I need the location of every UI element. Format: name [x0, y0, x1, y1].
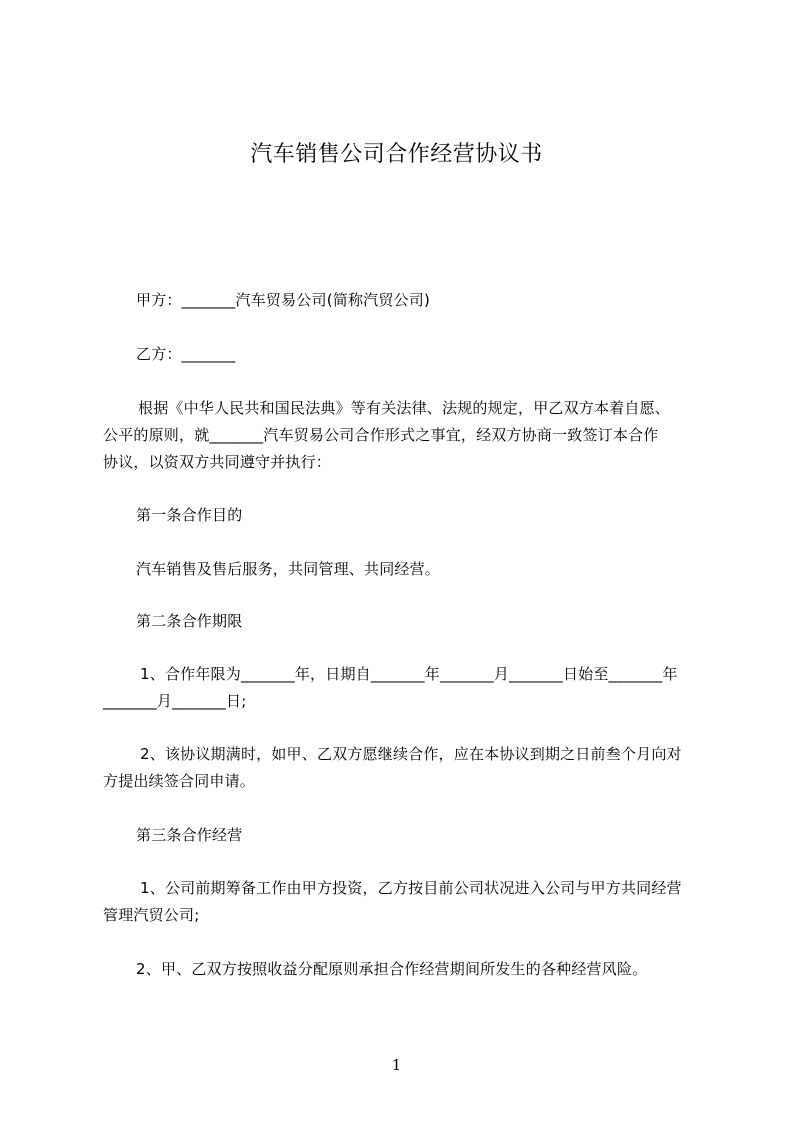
- article-3-item-2: 2、甲、乙双方按照收益分配原则承担合作经营期间所发生的各种经营风险。: [136, 960, 648, 978]
- article-2-item-1-line-2: _______月_______日;: [103, 692, 247, 710]
- preamble-line-3: 协议，以资双方共同遵守并执行：: [103, 453, 332, 471]
- article-1-body: 汽车销售及售后服务，共同管理、共同经营。: [136, 560, 441, 578]
- article-2-item-2-line-1: 2、该协议期满时，如甲、乙双方愿继续合作，应在本协议到期之日前叁个月向对: [140, 745, 682, 763]
- page-number: 1: [391, 1056, 402, 1074]
- party-b-line: 乙方：_______: [136, 345, 236, 363]
- article-1-heading: 第一条合作目的: [136, 506, 243, 524]
- article-2-item-1-line-1: 1、合作年限为_______年，日期自_______年_______月_______日始至_______年: [140, 665, 678, 683]
- article-2-item-2-line-2: 方提出续签合同申请。: [103, 772, 256, 790]
- article-3-item-1-line-2: 管理汽贸公司;: [103, 906, 200, 924]
- preamble-line-2: 公平的原则，就_______汽车贸易公司合作形式之事宜，经双方协商一致签订本合作: [103, 426, 659, 444]
- article-2-heading: 第二条合作期限: [136, 612, 243, 630]
- preamble-line-1: 根据《中华人民共和国民法典》等有关法律、法规的规定，甲乙双方本着自愿、: [138, 399, 671, 417]
- article-3-item-1-line-1: 1、公司前期筹备工作由甲方投资，乙方按目前公司状况进入公司与甲方共同经营: [140, 879, 682, 897]
- party-a-line: 甲方：_______汽车贸易公司(简称汽贸公司): [136, 291, 431, 309]
- article-3-heading: 第三条合作经营: [136, 826, 243, 844]
- document-title: 汽车销售公司合作经营协议书: [250, 142, 543, 167]
